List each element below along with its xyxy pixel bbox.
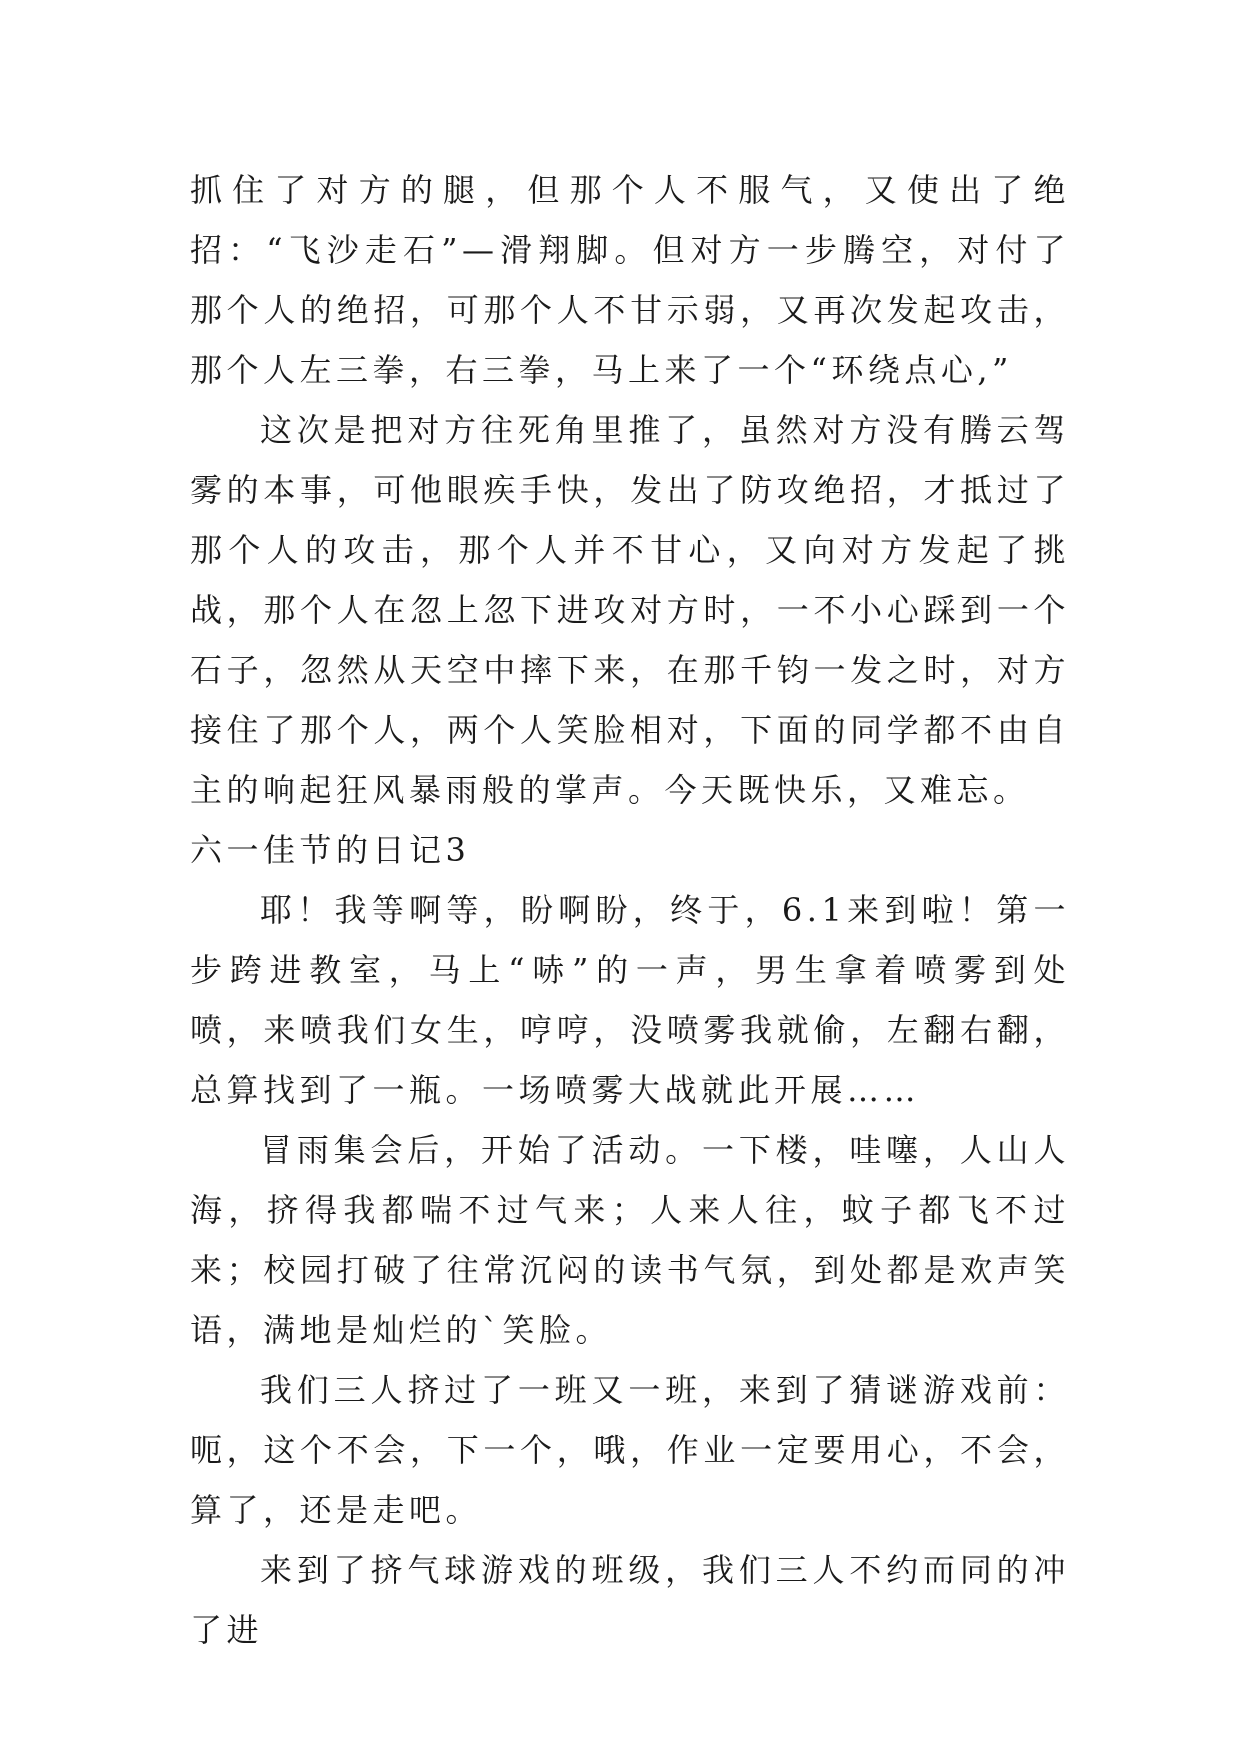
paragraph-4: 冒雨集会后，开始了活动。一下楼，哇噻，人山人海，挤得我都喘不过气来；人来人往，蚊子都飞不过来；校园打破了往常沉闷的读书气氛，到处都是欢声笑语，满地是灿烂的`笑脸。: [190, 1131, 1070, 1349]
paragraph-6: 来到了挤气球游戏的班级，我们三人不约而同的冲了进: [190, 1551, 1070, 1649]
paragraph-2: 这次是把对方往死角里推了，虽然对方没有腾云驾雾的本事，可他眼疾手快，发出了防攻绝招，才抵过了那个人的攻击，那个人并不甘心，又向对方发起了挑战，那个人在忽上忽下进攻对方时，一不小心踩到一个石子，忽然从天空中摔下来，在那千钧一发之时，对方接住了那个人，两个人笑脸相对，下面的同学都不由自主的响起狂风暴雨般的掌声。今天既快乐，又难忘。: [190, 411, 1070, 809]
paragraph-5: 我们三人挤过了一班又一班，来到了猜谜游戏前：呃，这个不会，下一个，哦，作业一定要用心，不会，算了，还是走吧。: [190, 1371, 1070, 1529]
document-body: [190, 160, 1070, 1660]
section-heading: 六一佳节的日记3: [190, 831, 471, 869]
paragraph-3: 耶！我等啊等，盼啊盼，终于，6.1来到啦！第一步跨进教室，马上“哧”的一声，男生拿着喷雾到处喷，来喷我们女生，哼哼，没喷雾我就偷，左翻右翻，总算找到了一瓶。一场喷雾大战就此开展……: [190, 891, 1070, 1109]
paragraph-1: 抓住了对方的腿，但那个人不服气，又使出了绝招：“飞沙走石”—滑翔脚。但对方一步腾空，对付了那个人的绝招，可那个人不甘示弱，又再次发起攻击，那个人左三拳，右三拳，马上来了一个“环绕点心,”: [190, 171, 1070, 389]
